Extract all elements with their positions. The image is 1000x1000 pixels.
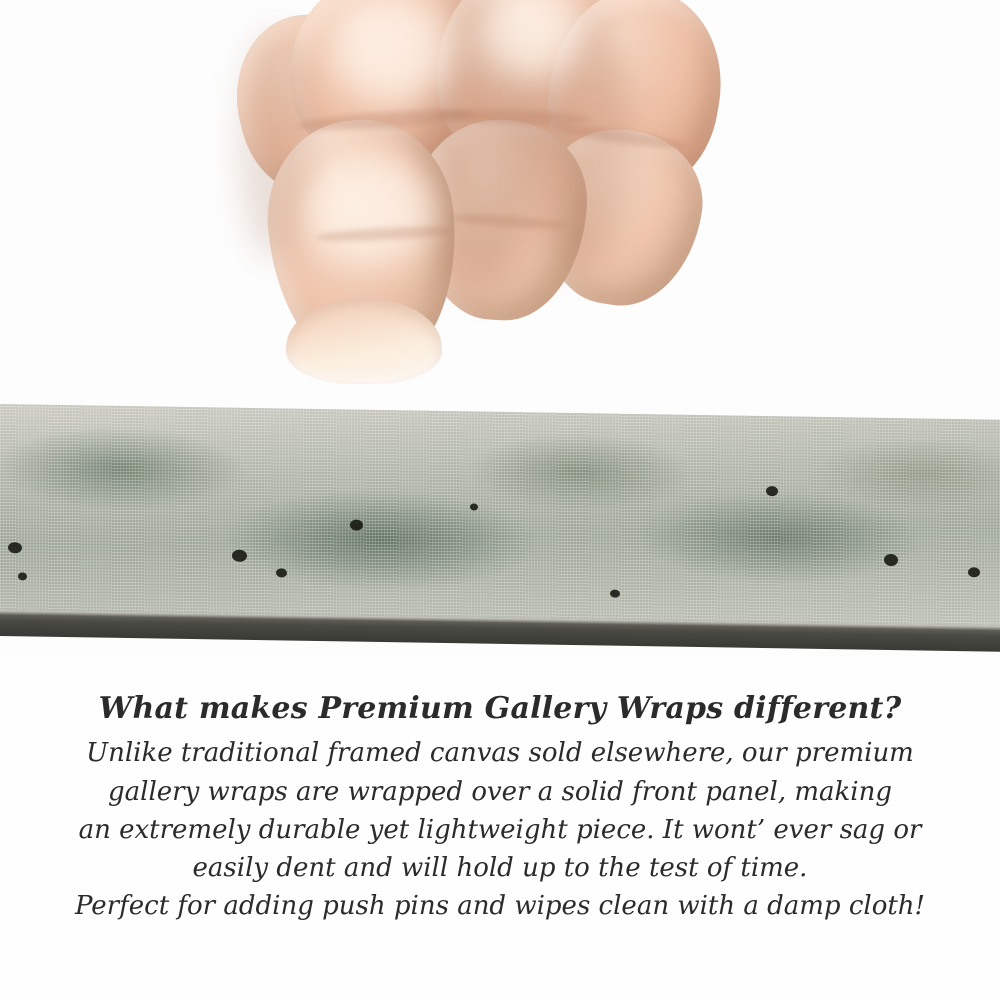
caption-heading: What makes Premium Gallery Wraps different?	[98, 691, 902, 726]
hand-shadow-left	[240, 30, 310, 260]
caption-line: gallery wraps are wrapped over a solid front panel, making	[108, 776, 892, 807]
canvas-speck	[610, 590, 620, 598]
gallery-wrap-canvas	[0, 404, 1000, 640]
canvas-speck	[470, 503, 478, 510]
canvas-speck	[276, 568, 287, 577]
caption-line: an extremely durable yet lightweight piece. It wont’ ever sag or	[78, 814, 922, 845]
caption-line: Perfect for adding push pins and wipes clean with a damp cloth!	[74, 891, 925, 922]
caption-body	[0, 734, 1000, 925]
canvas-speck	[232, 550, 247, 562]
canvas-speck	[8, 542, 22, 553]
hand-illustration	[120, 0, 700, 440]
canvas-speck	[968, 567, 980, 577]
canvas-printed-face	[0, 404, 1000, 630]
canvas-weave-texture	[0, 404, 1000, 630]
canvas-speck	[766, 486, 778, 496]
caption-line: Unlike traditional framed canvas sold elsewhere, our premium	[86, 738, 914, 769]
caption-line: easily dent and will hold up to the test of time.	[192, 853, 808, 884]
canvas-speck	[18, 572, 27, 580]
canvas-speck	[350, 519, 363, 530]
canvas-speck	[884, 554, 898, 566]
hand-highlight-three	[306, 156, 436, 266]
caption-block	[0, 690, 1000, 925]
